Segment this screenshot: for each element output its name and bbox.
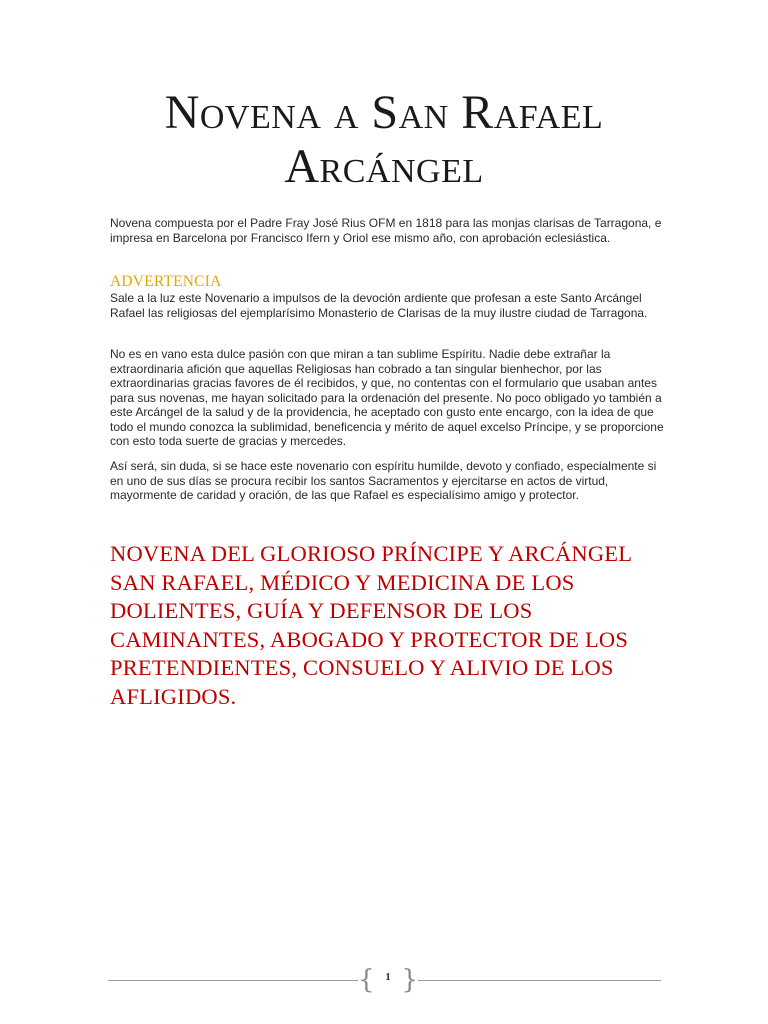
footer-divider-left — [108, 980, 358, 981]
advertencia-paragraph-3: Así será, sin duda, si se hace este novenario con espíritu humilde, devoto y confiado, especialmente si en uno de sus días se procura recibir los santos Sacramentos y ejercitarse en actos de virtud, mayormente de caridad y oración, de las que Rafael es especialísimo amigo y protector. — [110, 459, 657, 502]
page-number: 1 — [385, 971, 391, 983]
advertencia-heading: ADVERTENCIA — [110, 273, 222, 290]
advertencia-paragraph-2: No es en vano esta dulce pasión con que miran a tan sublime Espíritu. Nadie debe extrañar la extraordinaria afición que aquellas Religiosas han cobrado a tan singular bienhechor, por las extraordinarias gracias favores de él recibidos, y que, no contentas con el formulario que usaban antes para sus novenas, me hayan solicitado para la ordenación del presente. No poco obligado yo también a este Arcángel de la salud y de la providencia, he aceptado con gusto ente encargo, con la idea de que todo el mundo conozca la sublimidad, beneficencia y mérito de aquel excelso Príncipe, y se proporcione con esto toda suerte de gracias y mercedes. — [110, 347, 664, 448]
intro-paragraph: Novena compuesta por el Padre Fray José Rius OFM en 1818 para las monjas clarisas de Tarragona, e impresa en Barcelona por Francisco Ifern y Oriol ese mismo año, con aprobación eclesiástica. — [110, 216, 662, 245]
novena-section-heading: NOVENA DEL GLORIOSO PRÍNCIPE Y ARCÁNGEL SAN RAFAEL, MÉDICO Y MEDICINA DE LOS DOLIENTES, GUÍA Y DEFENSOR DE LOS CAMINANTES, ABOGADO Y PROTECTOR DE LOS PRETENDIENTES, CONSUELO Y ALIVIO DE LOS AFLIGIDOS. — [110, 541, 632, 709]
right-brace-icon: } — [401, 965, 418, 995]
page-number-badge — [356, 964, 420, 996]
page-title: Novena a San Rafael Arcángel — [164, 86, 604, 193]
left-brace-icon: { — [358, 965, 375, 995]
advertencia-paragraph-1: Sale a la luz este Novenario a impulsos de la devoción ardiente que profesan a este Santo Arcángel Rafael las religiosas del ejemplarísimo Monasterio de Clarisas de la muy ilustre ciudad de Tarragona. — [110, 291, 648, 320]
footer-divider-right — [418, 980, 661, 981]
